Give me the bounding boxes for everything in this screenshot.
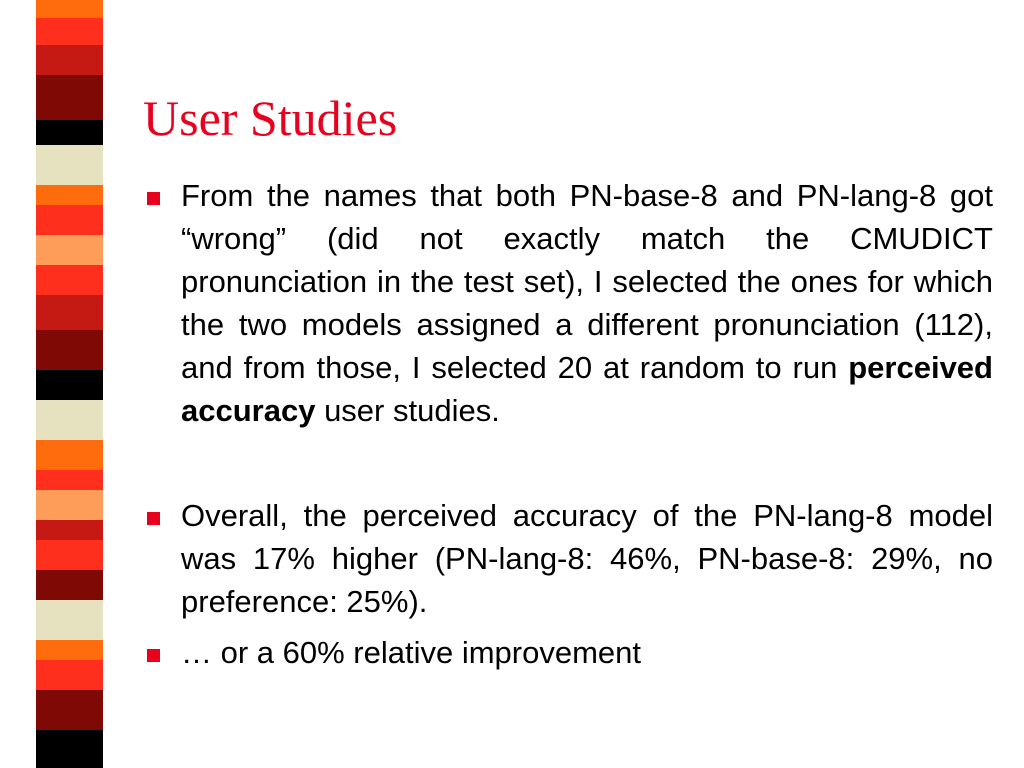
- decorative-stripe: [36, 660, 103, 690]
- decorative-stripe: [36, 370, 103, 400]
- square-bullet-icon: [147, 649, 160, 662]
- decorative-stripe: [36, 690, 103, 730]
- decorative-stripe: [36, 470, 103, 490]
- decorative-stripe: [36, 18, 103, 45]
- decorative-stripe: [36, 540, 103, 570]
- square-bullet-icon: [147, 512, 160, 525]
- decorative-stripe: [36, 400, 103, 440]
- decorative-stripe: [36, 295, 103, 330]
- slide-title: User Studies: [143, 90, 398, 146]
- decorative-stripe: [36, 185, 103, 205]
- decorative-stripe: [36, 75, 103, 120]
- bullet-text: From the names that both PN-base-8 and PN-lang-8 got “wrong” (did not exactly match the CMUDICT pronunciation in the test set), I selected the ones for which the two models assigned a different pronunciation (112), and from those, I selected 20 at random to run perceived accuracy user studies.: [181, 178, 993, 428]
- decorative-stripe: [36, 235, 103, 265]
- decorative-stripe: [36, 265, 103, 295]
- decorative-stripe: [36, 205, 103, 235]
- decorative-stripe: [36, 440, 103, 470]
- bullet-item: [143, 174, 993, 432]
- decorative-stripe: [36, 640, 103, 660]
- decorative-stripe: [36, 600, 103, 640]
- bullet-text: Overall, the perceived accuracy of the PN-lang-8 model was 17% higher (PN-lang-8: 46%, PN-base-8: 29%, no preference: 25%).: [181, 498, 993, 619]
- decorative-stripe: [36, 330, 103, 370]
- bullet-item: [143, 631, 993, 674]
- decorative-stripe: [36, 45, 103, 75]
- decorative-stripe: [36, 0, 103, 18]
- decorative-stripe: [36, 730, 103, 768]
- decorative-stripe: [36, 520, 103, 540]
- decorative-stripe: [36, 570, 103, 600]
- decorative-stripe-band: [36, 0, 103, 768]
- decorative-stripe: [36, 120, 103, 145]
- bullet-item: [143, 494, 993, 623]
- bullet-text: … or a 60% relative improvement: [181, 635, 642, 670]
- decorative-stripe: [36, 490, 103, 520]
- decorative-stripe: [36, 145, 103, 185]
- bullet-list: [143, 174, 993, 674]
- emphasis-text: perceived accuracy: [181, 350, 993, 428]
- square-bullet-icon: [147, 192, 160, 205]
